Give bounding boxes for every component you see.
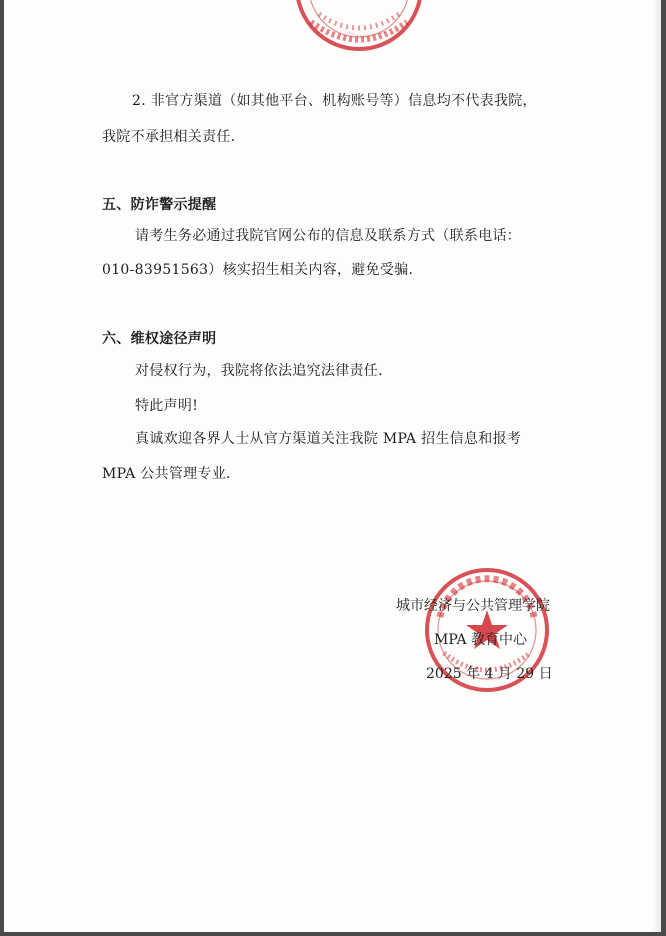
section-5-line-2: 010-83951563）核实招生相关内容，避免受骗． [102,262,423,278]
page-edge-shadow [653,0,661,932]
section-6-line-1: 对侵权行为，我院将依法追究法律责任． [135,363,393,379]
official-seal-top [289,0,429,52]
signature-org: 城市经济与公共管理学院 [396,598,550,614]
section-6-heading: 六、维权途径声明 [102,331,217,347]
section-6-line-2: 特此声明! [135,398,199,414]
section-5-heading: 五、防诈警示提醒 [102,197,217,213]
item-2-line-2: 我院不承担相关责任． [102,129,245,145]
signature-center: MPA 教育中心 [434,632,528,648]
section-5-line-1: 请考生务必通过我院官网公布的信息及联系方式（联系电话： [135,228,522,244]
section-6-line-3: 真诚欢迎各界人士从官方渠道关注我院 MPA 招生信息和报考 [135,431,522,447]
signature-date: 2025 年 4 月 29 日 [426,666,553,682]
item-2-line-1: 2. 非官方渠道（如其他平台、机构账号等）信息均不代表我院， [132,93,537,109]
section-6-line-4: MPA 公共管理专业． [102,466,241,482]
document-page [4,0,661,932]
